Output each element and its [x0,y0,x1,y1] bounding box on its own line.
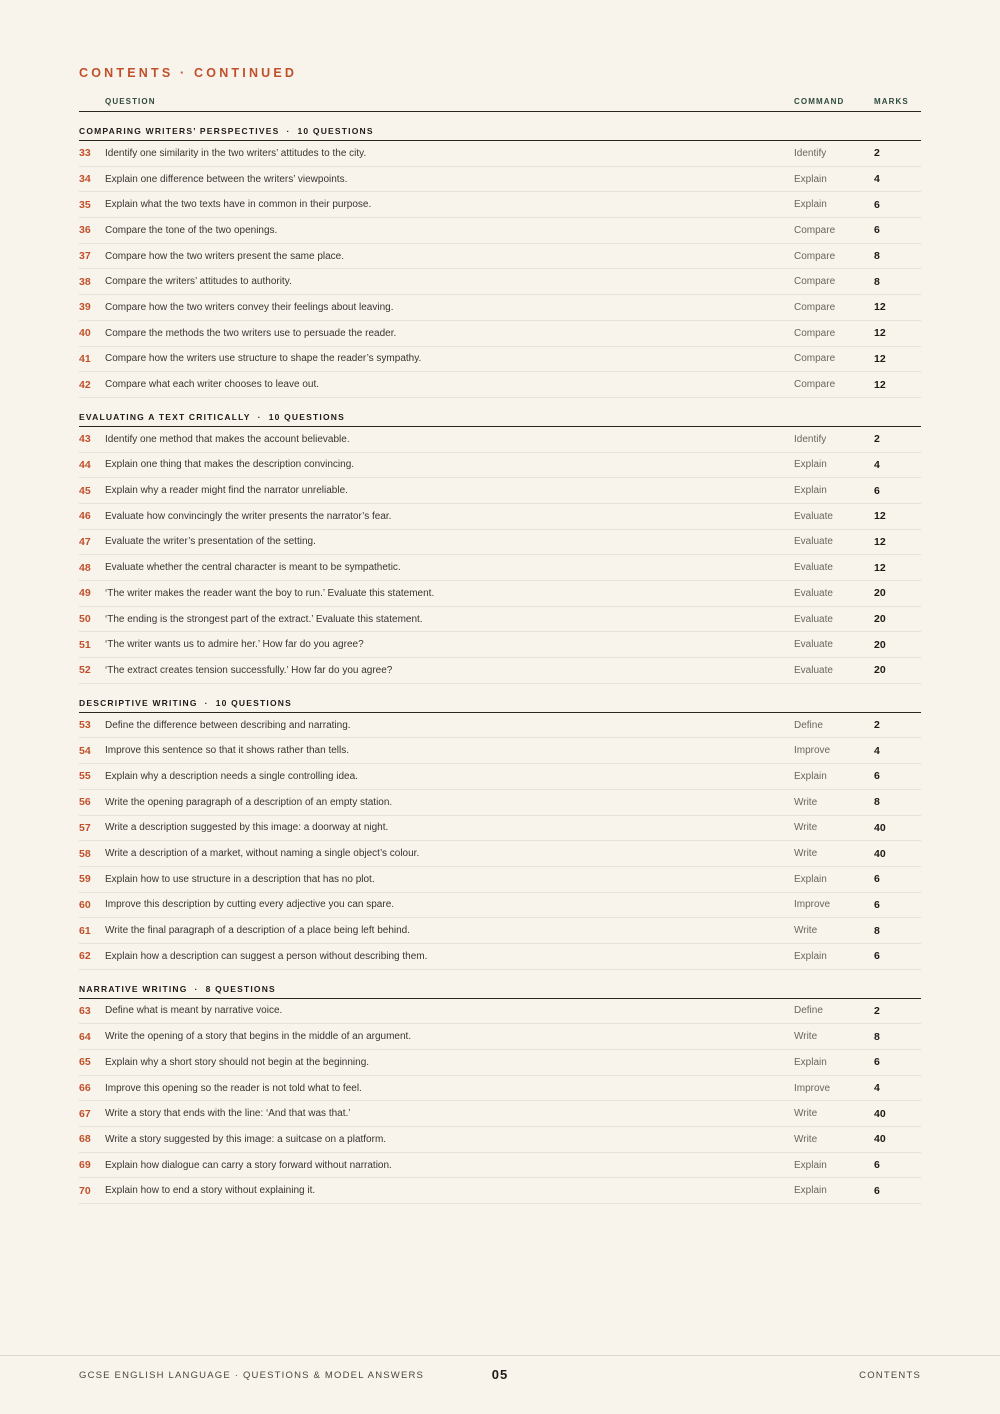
command-word: Write [794,925,818,937]
marks-value: 4 [874,744,880,757]
section-question-count: 10 QUESTIONS [268,411,345,422]
marks-value: 6 [874,873,880,886]
question-row [79,1101,921,1127]
marks-value: 20 [874,638,886,651]
marks-value: 20 [874,587,886,600]
command-word: Evaluate [794,639,833,651]
question-number: 70 [79,1184,91,1197]
marks-value: 6 [874,1184,880,1197]
question-row [79,504,921,530]
page-number: 05 [491,1367,509,1382]
marks-value: 12 [874,327,886,340]
question-number: 35 [79,198,91,211]
question-text: Improve this description by cutting every adjective you can spare. [105,899,395,911]
question-text: Explain why a short story should not begin at the beginning. [105,1056,370,1068]
question-row [79,999,921,1025]
marks-value: 2 [874,147,880,160]
question-text: Explain how to end a story without explaining it. [105,1185,316,1197]
question-number: 56 [79,796,91,809]
question-row [79,192,921,218]
marks-value: 2 [874,1004,880,1017]
marks-value: 6 [874,950,880,963]
marks-value: 6 [874,898,880,911]
question-number: 36 [79,224,91,237]
question-number: 39 [79,301,91,314]
question-number: 63 [79,1004,91,1017]
question-text: Compare how the two writers present the same place. [105,250,344,262]
question-text: Explain why a reader might find the narrator unreliable. [105,485,348,497]
question-row [79,607,921,633]
question-number: 42 [79,378,91,391]
marks-value: 6 [874,198,880,211]
section-question-count: 10 QUESTIONS [297,126,374,136]
marks-value: 40 [874,847,886,860]
command-word: Write [794,1108,818,1120]
question-number: 52 [79,664,91,677]
question-text: Explain how a description can suggest a person without describing them. [105,950,428,962]
question-row [79,764,921,790]
question-row [79,1153,921,1179]
question-text: Explain what the two texts have in common in their purpose. [105,199,372,211]
question-text: ‘The writer wants us to admire her.’ How far do you agree? [105,639,364,651]
command-word: Evaluate [794,510,833,522]
command-word: Evaluate [794,613,833,625]
question-number: 48 [79,561,91,574]
command-word: Explain [794,173,827,185]
command-word: Compare [794,327,836,339]
question-text: Write the opening paragraph of a description of an empty station. [105,796,393,808]
command-word: Evaluate [794,664,833,676]
column-question: QUESTION [105,97,156,106]
question-row [79,427,921,453]
question-row [79,321,921,347]
section-separator: · [286,126,291,136]
marks-value: 8 [874,796,880,809]
question-row [79,1024,921,1050]
marks-value: 2 [874,719,880,732]
question-text: Write a story that ends with the line: ‘And that was that.’ [105,1108,351,1120]
question-number: 53 [79,719,91,732]
question-text: Compare how the two writers convey their feelings about leaving. [105,301,394,313]
marks-value: 20 [874,613,886,626]
question-number: 43 [79,433,91,446]
marks-value: 4 [874,173,880,186]
page-footer [0,1355,1000,1414]
column-command: COMMAND [794,97,845,106]
question-text: Compare what each writer chooses to leave out. [105,379,319,391]
question-text: Explain one difference between the writers’ viewpoints. [105,173,348,185]
command-word: Compare [794,353,836,365]
sections-container [79,112,921,1204]
question-number: 50 [79,613,91,626]
question-row [79,555,921,581]
question-row [79,658,921,684]
column-marks: MARKS [874,97,909,106]
question-row [79,816,921,842]
question-text: Write the opening of a story that begins in the middle of an argument. [105,1031,412,1043]
question-row [79,790,921,816]
section-separator: · [194,983,199,994]
question-number: 49 [79,587,91,600]
marks-value: 6 [874,1159,880,1172]
section-question-count: 10 QUESTIONS [215,697,292,708]
question-row [79,478,921,504]
section-heading [79,112,921,141]
question-text: Explain how dialogue can carry a story forward without narration. [105,1159,392,1171]
question-row [79,918,921,944]
question-number: 46 [79,510,91,523]
question-number: 33 [79,147,91,160]
question-number: 51 [79,638,91,651]
command-word: Explain [794,770,827,782]
marks-value: 12 [874,535,886,548]
command-word: Improve [794,1082,831,1094]
command-word: Explain [794,950,827,962]
question-row [79,218,921,244]
footer-book-title: GCSE ENGLISH LANGUAGE · QUESTIONS & MODEL ANSWERS [79,1370,425,1381]
section-title: EVALUATING A TEXT CRITICALLY [79,411,251,422]
command-word: Identify [794,147,827,159]
question-number: 44 [79,458,91,471]
question-number: 62 [79,950,91,963]
command-word: Write [794,848,818,860]
command-word: Compare [794,250,836,262]
question-row [79,167,921,193]
marks-value: 6 [874,770,880,783]
question-text: Write the final paragraph of a description of a place being left behind. [105,925,411,937]
contents-table [79,92,921,1204]
question-row [79,1127,921,1153]
command-word: Write [794,1133,818,1145]
question-text: ‘The extract creates tension successfully.’ How far do you agree? [105,664,393,676]
command-word: Write [794,1031,818,1043]
command-word: Define [794,719,823,731]
section-heading [79,398,921,427]
marks-value: 6 [874,224,880,237]
marks-value: 12 [874,561,886,574]
question-row [79,1178,921,1204]
question-row [79,347,921,373]
command-word: Explain [794,1185,827,1197]
question-text: ‘The ending is the strongest part of the extract.’ Evaluate this statement. [105,613,423,625]
marks-value: 40 [874,1107,886,1120]
question-text: Explain one thing that makes the description convincing. [105,459,355,471]
question-row [79,295,921,321]
question-row [79,713,921,739]
question-row [79,738,921,764]
question-number: 64 [79,1030,91,1043]
question-number: 67 [79,1107,91,1120]
command-word: Write [794,796,818,808]
question-text: Write a description suggested by this image: a doorway at night. [105,822,389,834]
question-row [79,632,921,658]
question-row [79,1076,921,1102]
question-number: 38 [79,275,91,288]
command-word: Compare [794,224,836,236]
question-text: Evaluate whether the central character is meant to be sympathetic. [105,562,401,574]
section-title: COMPARING WRITERS’ PERSPECTIVES [79,126,280,136]
question-row [79,841,921,867]
question-row [79,944,921,970]
question-text: ‘The writer makes the reader want the boy to run.’ Evaluate this statement. [105,587,435,599]
question-number: 66 [79,1082,91,1095]
command-word: Evaluate [794,587,833,599]
question-text: Improve this opening so the reader is not told what to feel. [105,1082,362,1094]
command-word: Evaluate [794,536,833,548]
question-number: 61 [79,924,91,937]
question-number: 37 [79,250,91,263]
command-word: Compare [794,301,836,313]
marks-value: 8 [874,924,880,937]
question-text: Identify one similarity in the two writers’ attitudes to the city. [105,147,367,159]
marks-value: 4 [874,1082,880,1095]
question-row [79,893,921,919]
marks-value: 8 [874,1030,880,1043]
command-word: Explain [794,199,827,211]
command-word: Explain [794,1056,827,1068]
question-number: 41 [79,352,91,365]
command-word: Explain [794,485,827,497]
question-text: Identify one method that makes the account believable. [105,433,350,445]
command-word: Improve [794,745,831,757]
section-heading [79,684,921,713]
question-row [79,867,921,893]
marks-value: 12 [874,510,886,523]
command-word: Define [794,1005,823,1017]
question-number: 57 [79,821,91,834]
command-word: Improve [794,899,831,911]
question-text: Define the difference between describing and narrating. [105,719,351,731]
question-text: Improve this sentence so that it shows rather than tells. [105,745,350,757]
marks-value: 40 [874,821,886,834]
question-row [79,581,921,607]
marks-value: 8 [874,250,880,263]
page-title: CONTENTS · CONTINUED [79,66,298,80]
question-text: Explain how to use structure in a description that has no plot. [105,873,375,885]
command-word: Explain [794,459,827,471]
command-word: Write [794,822,818,834]
command-word: Evaluate [794,562,833,574]
question-number: 34 [79,173,91,186]
question-row [79,244,921,270]
section-question-count: 8 QUESTIONS [205,983,276,994]
question-row [79,1050,921,1076]
marks-value: 20 [874,664,886,677]
marks-value: 12 [874,352,886,365]
column-header [79,92,921,112]
question-number: 59 [79,873,91,886]
question-text: Compare how the writers use structure to shape the reader’s sympathy. [105,353,422,365]
marks-value: 4 [874,458,880,471]
question-number: 65 [79,1056,91,1069]
question-row [79,141,921,167]
footer-section-name: CONTENTS [859,1370,921,1381]
marks-value: 8 [874,275,880,288]
section-title: NARRATIVE WRITING [79,983,188,994]
section-heading [79,970,921,999]
question-number: 47 [79,535,91,548]
command-word: Explain [794,1159,827,1171]
command-word: Identify [794,433,827,445]
marks-value: 6 [874,1056,880,1069]
question-text: Evaluate the writer’s presentation of the setting. [105,536,316,548]
question-text: Compare the tone of the two openings. [105,224,278,236]
question-number: 45 [79,484,91,497]
command-word: Explain [794,873,827,885]
question-number: 69 [79,1159,91,1172]
question-text: Write a story suggested by this image: a suitcase on a platform. [105,1133,387,1145]
question-row [79,530,921,556]
marks-value: 40 [874,1133,886,1146]
question-text: Compare the writers’ attitudes to authority. [105,276,292,288]
marks-value: 6 [874,484,880,497]
question-text: Compare the methods the two writers use to persuade the reader. [105,327,397,339]
question-number: 68 [79,1133,91,1146]
section-separator: · [257,411,262,422]
marks-value: 2 [874,433,880,446]
marks-value: 12 [874,378,886,391]
question-number: 40 [79,327,91,340]
section-separator: · [204,697,209,708]
command-word: Compare [794,379,836,391]
question-text: Define what is meant by narrative voice. [105,1005,283,1017]
question-text: Explain why a description needs a single controlling idea. [105,770,358,782]
command-word: Compare [794,276,836,288]
question-row [79,453,921,479]
section-title: DESCRIPTIVE WRITING [79,697,198,708]
question-text: Write a description of a market, without naming a single object’s colour. [105,848,420,860]
question-row [79,372,921,398]
question-number: 60 [79,898,91,911]
question-row [79,269,921,295]
marks-value: 12 [874,301,886,314]
question-text: Evaluate how convincingly the writer presents the narrator’s fear. [105,510,392,522]
question-number: 58 [79,847,91,860]
question-number: 54 [79,744,91,757]
question-number: 55 [79,770,91,783]
